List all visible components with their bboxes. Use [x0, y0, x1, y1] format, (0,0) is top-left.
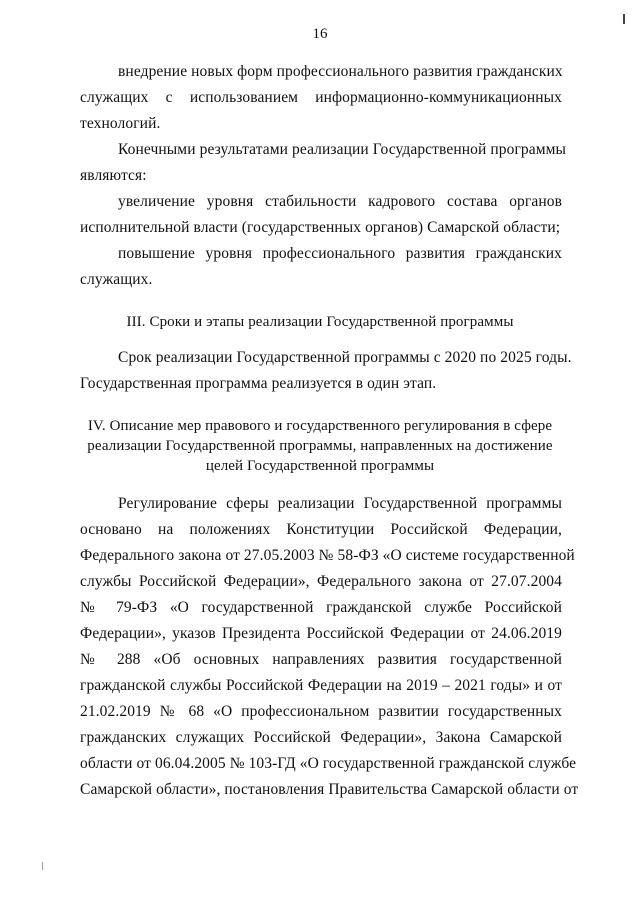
text-line: Федерального закона от 27.05.2003 № 58-ФЗ «О системе государственной: [80, 547, 575, 564]
text-line: № 79-ФЗ «О государственной гражданской службе Российской: [80, 599, 562, 616]
text-line: служащих с использованием информационно-коммуникационных: [80, 89, 562, 106]
text-line: Федерации», указов Президента Российской Федерации от 24.06.2019: [80, 625, 562, 642]
text-line: являются:: [80, 167, 147, 184]
text-line: служащих.: [80, 271, 153, 288]
text-line: 21.02.2019 № 68 «О профессиональном развитии государственных: [80, 703, 562, 720]
text-line: Самарской области», постановления Правительства Самарской области от: [80, 781, 579, 798]
text-line: № 288 «Об основных направлениях развития государственной: [80, 651, 562, 668]
text-line: внедрение новых форм профессионального развития гражданских: [118, 63, 563, 80]
scan-artifact: [42, 862, 43, 870]
scan-artifact: [623, 14, 625, 24]
text-line: Конечными результатами реализации Государственной программы: [118, 141, 567, 158]
text-line: службы Российской Федерации», Федерального закона от 27.07.2004: [80, 573, 562, 590]
section-heading: реализации Государственной программы, направленных на достижение: [87, 438, 553, 454]
text-line: Срок реализации Государственной программы с 2020 по 2025 годы.: [118, 349, 572, 366]
text-line: повышение уровня профессионального развития гражданских: [118, 245, 562, 262]
text-line: основано на положениях Конституции Российской Федерации,: [80, 521, 562, 538]
section-heading: целей Государственной программы: [205, 458, 435, 474]
section-heading: III. Сроки и этапы реализации Государственной программы: [126, 314, 514, 330]
section-heading: IV. Описание мер правового и государственного регулирования в сфере: [87, 418, 553, 434]
text-line: Регулирование сферы реализации Государственной программы: [118, 495, 562, 512]
text-line: области от 06.04.2005 № 103-ГД «О государственной гражданской службе: [80, 755, 577, 772]
text-line: гражданских служащих Российской Федерации», Закона Самарской: [80, 729, 562, 746]
text-line: гражданской службы Российской Федерации на 2019 – 2021 годы» и от: [80, 677, 562, 694]
text-line: Государственная программа реализуется в один этап.: [80, 375, 437, 392]
text-line: технологий.: [80, 115, 161, 132]
page-number: 16: [312, 26, 328, 42]
text-line: увеличение уровня стабильности кадрового состава органов: [118, 193, 562, 210]
text-line: исполнительной власти (государственных органов) Самарской области;: [80, 219, 561, 236]
